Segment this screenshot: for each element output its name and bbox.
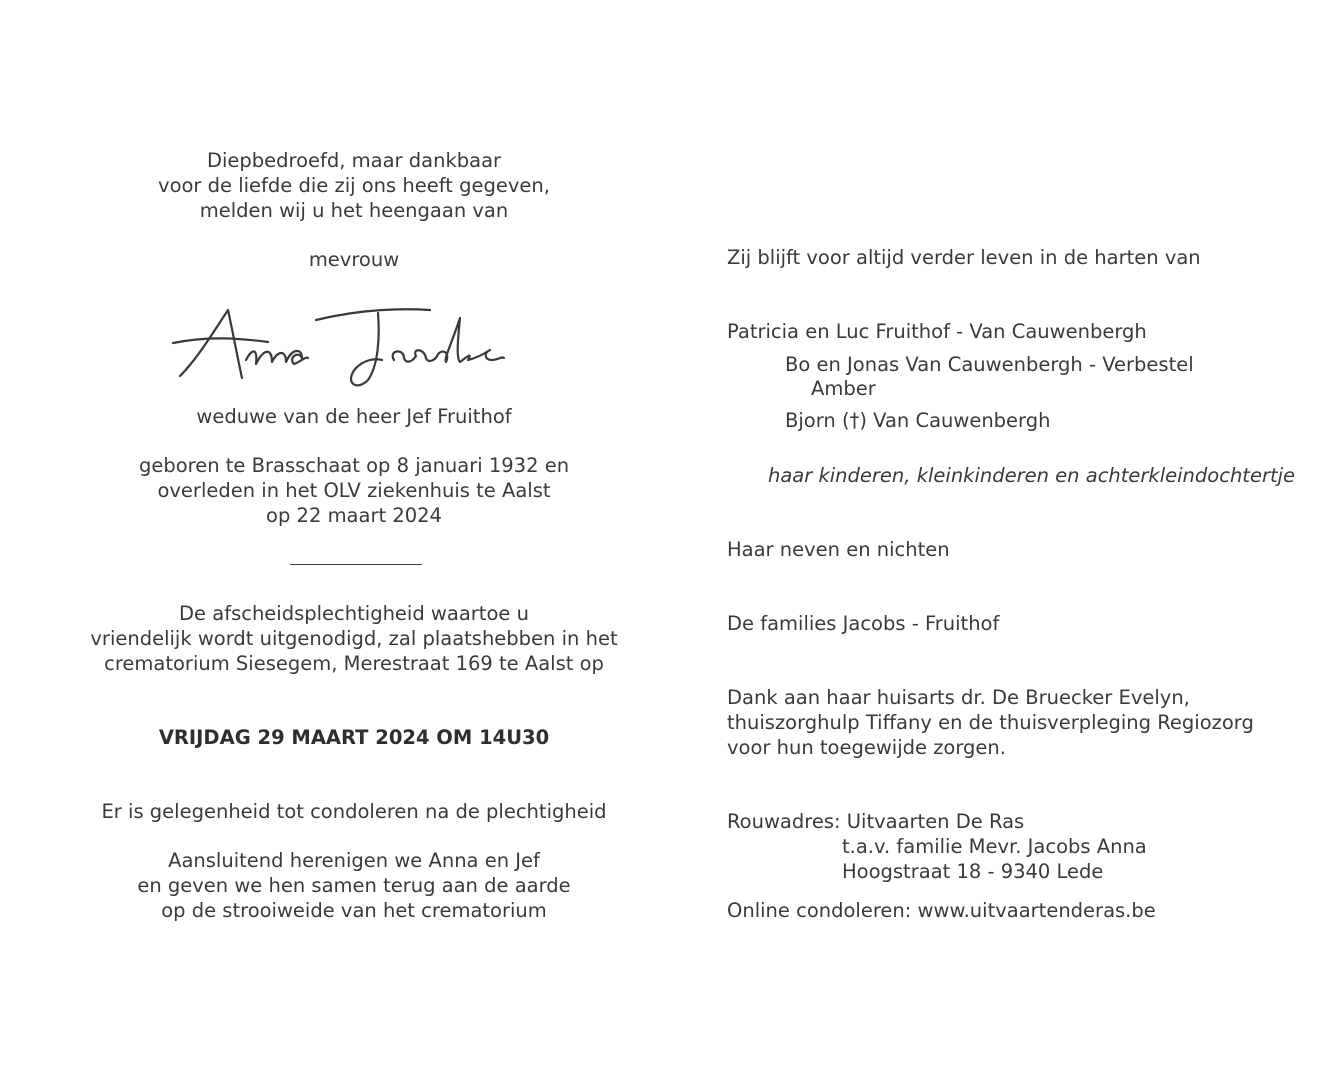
family-great-grandchild: Amber [811, 377, 876, 400]
closing-line-1: Aansluitend herenigen we Anna en Jef [168, 849, 540, 872]
divider-rule [290, 564, 422, 565]
birth-death-line-3: op 22 maart 2024 [266, 504, 442, 527]
family-grandchild-1: Bo en Jonas Van Cauwenbergh - Verbestel [785, 353, 1194, 376]
address-label: Rouwadres: Uitvaarten De Ras [727, 810, 1025, 833]
ceremony-date-time: VRIJDAG 29 MAART 2024 OM 14U30 [158, 726, 550, 749]
address-line-3: Hoogstraat 18 - 9340 Lede [842, 860, 1104, 883]
remembrance-intro: Zij blijft voor altijd verder leven in de harten van [727, 246, 1201, 269]
ceremony-line-1: De afscheidsplechtigheid waartoe u [179, 602, 529, 625]
families: De families Jacobs - Fruithof [727, 612, 1000, 635]
thanks-line-2: thuiszorghulp Tiffany en de thuisverpleging Regiozorg [727, 711, 1254, 734]
closing-line-2: en geven we hen samen terug aan de aarde [137, 874, 571, 897]
condolence-note: Er is gelegenheid tot condoleren na de plechtigheid [101, 800, 607, 823]
ceremony-line-2: vriendelijk wordt uitgenodigd, zal plaatshebben in het [90, 627, 618, 650]
intro-line-1: Diepbedroefd, maar dankbaar [206, 149, 502, 172]
widow-of: weduwe van de heer Jef Fruithof [196, 405, 512, 428]
birth-death-line-1: geboren te Brasschaat op 8 januari 1932 en [138, 454, 570, 477]
deceased-name-text: Anna Jacobs [168, 298, 175, 299]
salutation: mevrouw [308, 248, 400, 271]
family-caption: haar kinderen, kleinkinderen en achterkleindochtertje [768, 464, 1296, 487]
address-line-2: t.a.v. familie Mevr. Jacobs Anna [842, 835, 1147, 858]
online-condolence: Online condoleren: www.uitvaartenderas.be [727, 899, 1156, 922]
thanks-line-3: voor hun toegewijde zorgen. [727, 736, 1006, 759]
family-grandchild-2: Bjorn (†) Van Cauwenbergh [785, 409, 1051, 432]
intro-line-2: voor de liefde die zij ons heeft gegeven, [158, 174, 550, 197]
thanks-line-1: Dank aan haar huisarts dr. De Bruecker Evelyn, [727, 686, 1190, 709]
family-children: Patricia en Luc Fruithof - Van Cauwenbergh [727, 320, 1147, 343]
birth-death-line-2: overleden in het OLV ziekenhuis te Aalst [157, 479, 551, 502]
intro-line-3: melden wij u het heengaan van [199, 199, 509, 222]
closing-line-3: op de strooiweide van het crematorium [161, 899, 547, 922]
nephews-nieces: Haar neven en nichten [727, 538, 950, 561]
deceased-name-signature [168, 298, 538, 393]
ceremony-line-3: crematorium Siesegem, Merestraat 169 te Aalst op [104, 652, 604, 675]
